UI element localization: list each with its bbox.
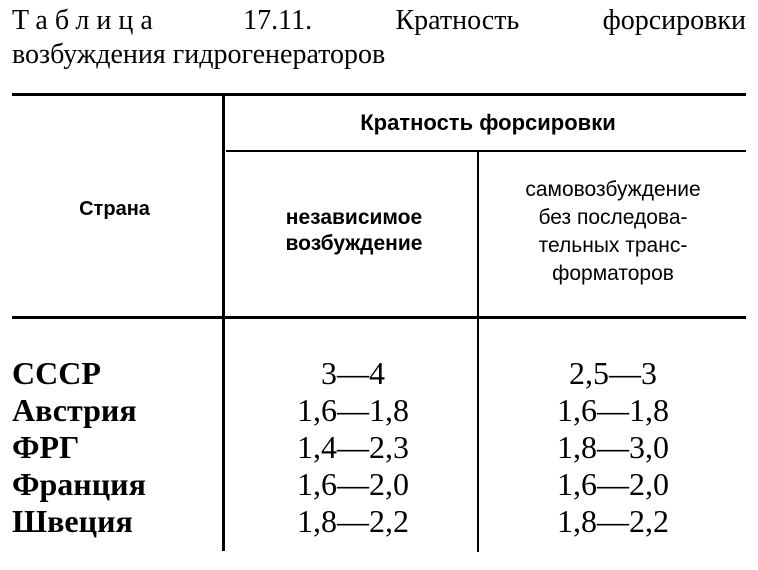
- self-header-line-4: форматоров: [552, 262, 674, 285]
- caption-label: Таблица: [12, 5, 160, 36]
- country-cell: СССР: [12, 355, 101, 391]
- self-excitation-header: [482, 176, 744, 288]
- country-header: Страна: [79, 198, 150, 220]
- independent-value-cell: 1,8—2,2: [297, 503, 409, 539]
- table-row: [12, 466, 752, 503]
- country-cell: Франция: [12, 466, 146, 502]
- table-row: [12, 429, 752, 466]
- country-cell: Австрия: [12, 392, 137, 428]
- independent-value-cell: 1,6—2,0: [297, 466, 409, 502]
- table-row: [12, 392, 752, 429]
- self-value-cell: 1,8—3,0: [557, 429, 669, 465]
- self-header-line-3: тельных транс-: [538, 234, 688, 257]
- self-value-cell: 2,5—3: [569, 355, 657, 391]
- independent-header-line-1: независимое: [285, 206, 423, 229]
- caption-line-2: возбуждения гидрогенераторов: [12, 39, 386, 70]
- table-caption: [12, 4, 746, 72]
- independent-value-cell: 1,6—1,8: [297, 392, 409, 428]
- country-cell: ФРГ: [12, 429, 80, 465]
- caption-word-2: форсировки: [602, 5, 746, 36]
- self-header-line-1: самовозбуждение: [525, 178, 701, 201]
- top-rule: [12, 93, 746, 96]
- independent-value-cell: 3—4: [321, 355, 385, 391]
- caption-word-1: Кратность: [395, 5, 520, 36]
- self-value-cell: 1,6—2,0: [557, 466, 669, 502]
- independent-value-cell: 1,4—2,3: [297, 429, 409, 465]
- caption-number: 17.11.: [243, 5, 313, 36]
- self-value-cell: 1,8—2,2: [557, 503, 669, 539]
- independent-header-line-2: возбуждение: [285, 232, 423, 255]
- table-row: [12, 355, 752, 392]
- table-row: [12, 503, 752, 540]
- table-body: [12, 355, 752, 540]
- group-header-rule: [226, 150, 746, 152]
- multiplicity-group-header: Кратность форсировки: [360, 110, 616, 135]
- self-header-line-2: без последова-: [538, 206, 688, 229]
- country-cell: Швеция: [12, 503, 133, 539]
- header-bottom-rule: [12, 316, 746, 319]
- self-value-cell: 1,6—1,8: [557, 392, 669, 428]
- independent-excitation-header: [236, 205, 472, 257]
